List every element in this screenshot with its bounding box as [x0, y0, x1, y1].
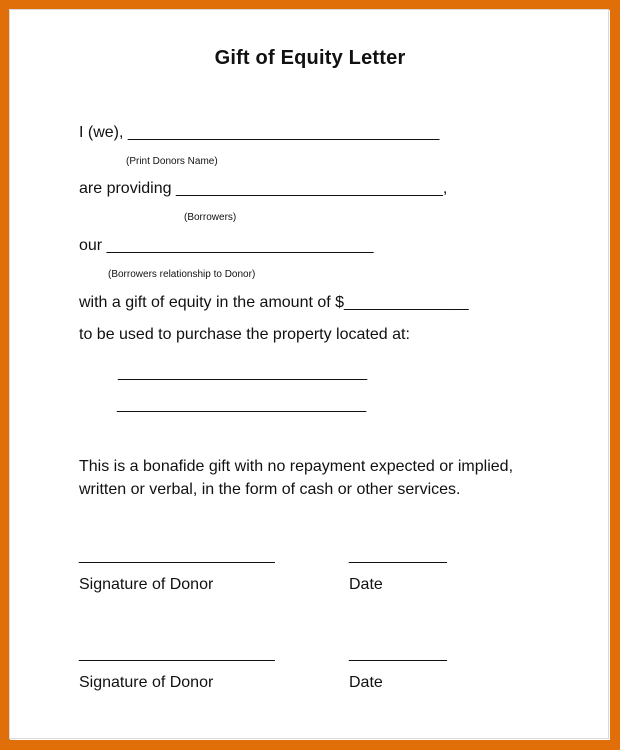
relationship-line: our ______________________________: [79, 237, 374, 254]
gift-statement-line-1: This is a bonafide gift with no repayment expected or implied,: [79, 458, 514, 475]
donor-name-line: I (we), ___________________________________: [79, 124, 440, 141]
donor-date-label: Date: [349, 576, 383, 593]
donor-date-line-2: ___________: [349, 645, 447, 662]
donor-name-caption: (Print Donors Name): [126, 156, 218, 167]
donor-date-line: ___________: [349, 547, 447, 564]
donor-signature-label-2: Signature of Donor: [79, 674, 214, 691]
address-line-1: ____________________________: [118, 364, 368, 381]
gift-amount-line: with a gift of equity in the amount of $______________: [79, 294, 469, 311]
donor-date-label-2: Date: [349, 674, 383, 691]
gift-statement: [79, 455, 569, 501]
borrowers-caption: (Borrowers): [184, 212, 237, 223]
relationship-caption: (Borrowers relationship to Donor): [108, 269, 256, 280]
donor-signature-label: Signature of Donor: [79, 576, 214, 593]
borrowers-line: are providing ______________________________,: [79, 180, 448, 197]
address-line-2: ____________________________: [117, 396, 367, 413]
donor-signature-line-2: ______________________: [79, 645, 275, 662]
donor-signature-line: ______________________: [79, 547, 275, 564]
property-intro-line: to be used to purchase the property located at:: [79, 326, 410, 343]
gift-statement-line-2: written or verbal, in the form of cash or other services.: [79, 481, 461, 498]
document-title: Gift of Equity Letter: [214, 47, 406, 69]
